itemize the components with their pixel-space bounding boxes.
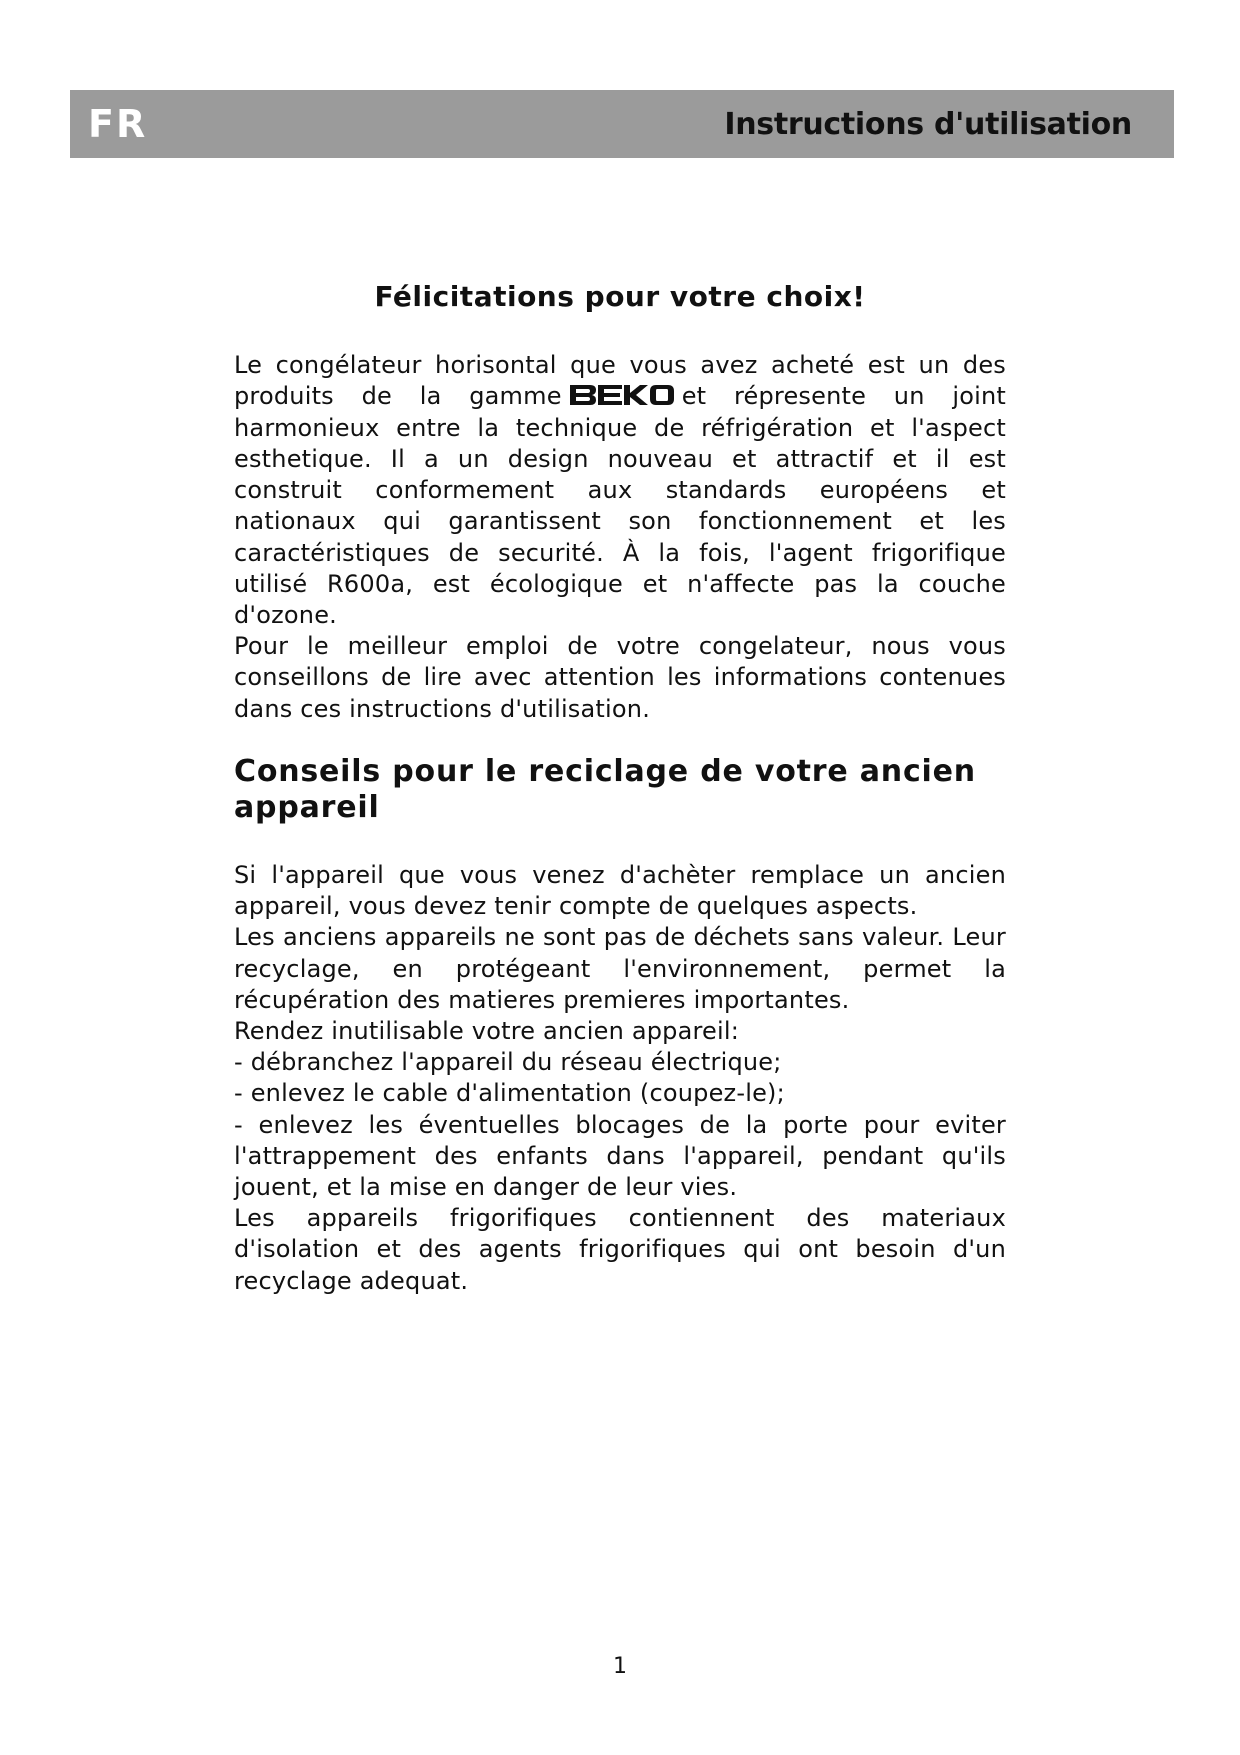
intro-paragraph-end: et répresente un joint harmonieux entre la technique de réfrigération et l'aspect esthetique. Il a un design nouveau et attractif et il est construit conformement aux standards européens et nationaux qui garantissent son fonctionnement et les caractéristiques de securité. À la fois, l'agent frigorifique utilisé R600a, est écologique et n'affecte pas la couche d'ozone. bbox=[234, 382, 1006, 630]
recycling-list-item: - enlevez le cable d'alimentation (coupez-le); bbox=[234, 1079, 785, 1108]
recycling-paragraph: Si l'appareil que vous venez d'achèter remplace un ancien appareil, vous devez tenir compte de quelques aspects. bbox=[234, 861, 1006, 921]
advice-paragraph: Pour le meilleur emploi de votre congelateur, nous vous conseillons de lire avec attention les informations contenues dans ces instructions d'utilisation. bbox=[234, 632, 1006, 723]
recycling-paragraph: Les appareils frigorifiques contiennent des materiaux d'isolation et des agents frigorifiques qui ont besoin d'un recyclage adequat. bbox=[234, 1204, 1006, 1295]
recycling-heading: Conseils pour le reciclage de votre ancien appareil bbox=[234, 754, 976, 825]
intro-text bbox=[234, 350, 1006, 725]
recycling-list-item: - débranchez l'appareil du réseau électrique; bbox=[234, 1048, 782, 1077]
language-code: FR bbox=[88, 102, 148, 146]
recycling-list-item: - enlevez les éventuelles blocages de la porte pour eviter l'attrappement des enfants dans l'appareil, pendant qu'ils jouent, et la mise en danger de leur vies. bbox=[234, 1110, 1006, 1202]
page-number: 1 bbox=[613, 1654, 627, 1679]
document-title: Instructions d'utilisation bbox=[724, 107, 1132, 142]
beko-logo bbox=[570, 382, 674, 413]
header-bar bbox=[70, 90, 1174, 158]
congratulations-heading: Félicitations pour votre choix! bbox=[374, 280, 866, 313]
recycling-text bbox=[234, 860, 1006, 1297]
intro-paragraph bbox=[234, 350, 1006, 631]
intro-paragraph-start: Le congélateur horisontal que vous avez acheté est un des produits de la gamme bbox=[234, 351, 1006, 411]
recycling-paragraph: Rendez inutilisable votre ancien appareil: bbox=[234, 1017, 740, 1046]
recycling-paragraph: Les anciens appareils ne sont pas de déchets sans valeur. Leur recyclage, en protégeant l'environnement, permet la récupération des matieres premieres importantes. bbox=[234, 923, 1006, 1014]
